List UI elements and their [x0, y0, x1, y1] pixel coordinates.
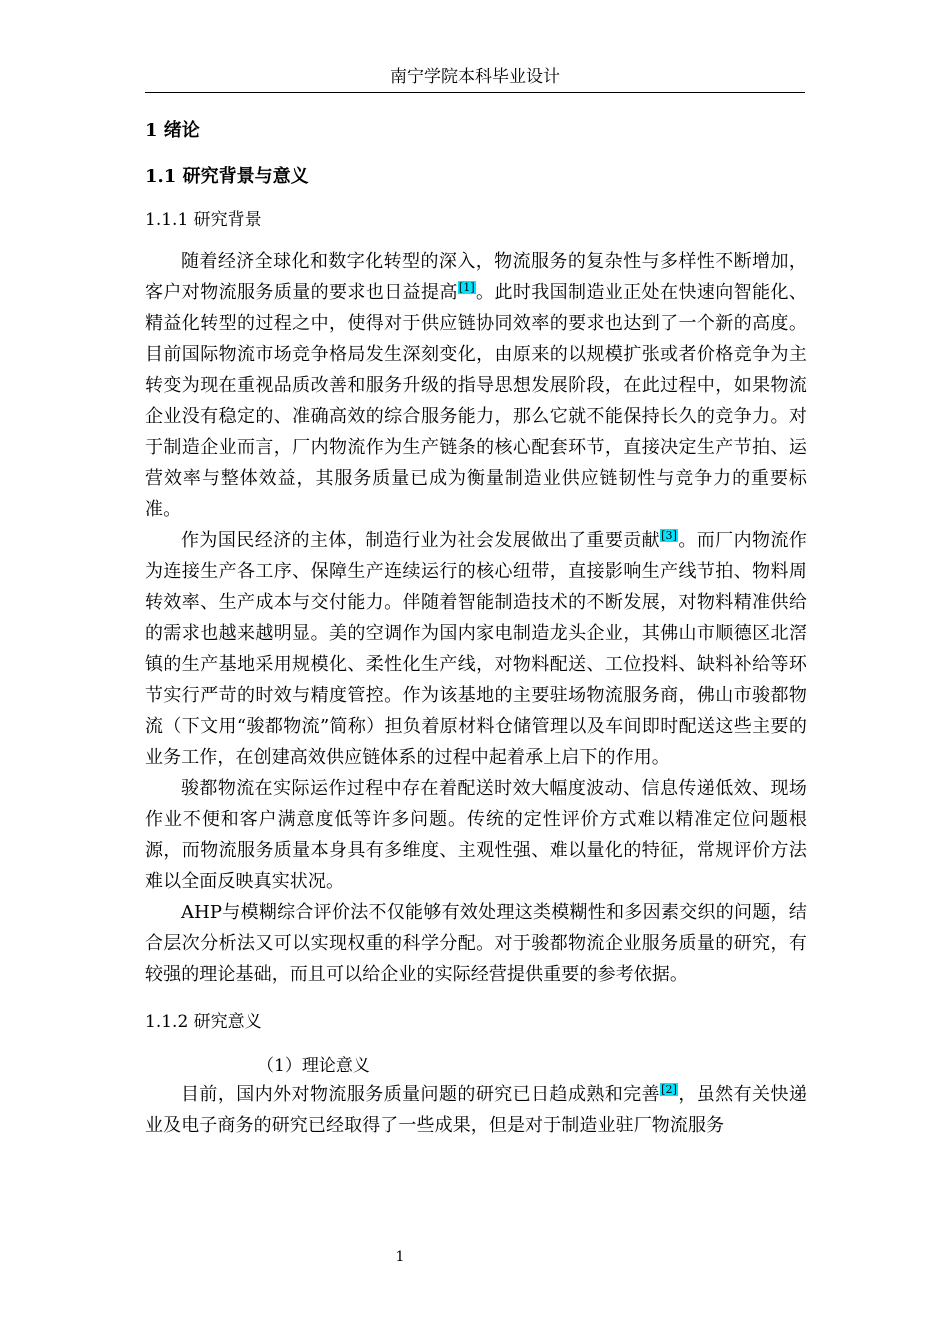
- paragraph-background-2: [145, 525, 807, 773]
- page-header: [145, 62, 805, 93]
- sub-item-label: （1）理论意义: [257, 1056, 370, 1076]
- section-heading: 1.1 研究背景与意义: [145, 166, 309, 187]
- page-number: 1: [395, 1249, 405, 1265]
- paragraph-text: 作为国民经济的主体，制造行业为社会发展做出了重要贡献: [181, 530, 661, 551]
- paragraph-text: 目前，国内外对物流服务质量问题的研究已日趋成熟和完善: [181, 1084, 661, 1105]
- document-body: [145, 100, 807, 1141]
- paragraph-text: 随着经济全球化和数字化转型的深入，物流服务的复杂性与多样性不断增加，客户对物流服务质量的要求也日益提高: [145, 251, 807, 303]
- paragraph-background-4: AHP与模糊综合评价法不仅能够有效处理这类模糊性和多因素交织的问题，结合层次分析法又可以实现权重的科学分配。对于骏都物流企业服务质量的研究，有较强的理论基础，而且可以给企业的实际经营提供重要的参考依据。: [145, 902, 807, 985]
- subsection-heading-significance: 1.1.2 研究意义: [145, 1012, 262, 1032]
- citation-link[interactable]: [3]: [661, 529, 677, 542]
- paragraph-text: ，虽然有关快递业及电子商务的研究已经取得了一些成果，但是对于制造业驻厂物流服务: [145, 1084, 807, 1136]
- citation-link[interactable]: [2]: [661, 1083, 677, 1096]
- paragraph-text: 。而厂内物流作为连接生产各工序、保障生产连续运行的核心纽带，直接影响生产线节拍、物料周转效率、生产成本与交付能力。伴随着智能制造技术的不断发展，对物料精准供给的需求也越来越明显。美的空调作为国内家电制造龙头企业，其佛山市顺德区北滘镇的生产基地采用规模化、柔性化生产线，对物料配送、工位投料、缺料补给等环节实行严苛的时效与精度管控。作为该基地的主要驻场物流服务商，佛山市骏都物流（下文用“骏都物流”简称）担负着原材料仓储管理以及车间即时配送这些主要的业务工作，在创建高效供应链体系的过程中起着承上启下的作用。: [145, 530, 807, 768]
- citation-link[interactable]: [1]: [458, 281, 475, 294]
- paragraph-text: 。此时我国制造业正处在快速向智能化、精益化转型的过程之中，使得对于供应链协同效率的要求也达到了一个新的高度。目前国际物流市场竞争格局发生深刻变化，由原来的以规模扩张或者价格竞争为主转变为现在重视品质改善和服务升级的指导思想发展阶段，在此过程中，如果物流企业没有稳定的、准确高效的综合服务能力，那么它就不能保持长久的竞争力。对于制造企业而言，厂内物流作为生产链条的核心配套环节，直接决定生产节拍、运营效率与整体效益，其服务质量已成为衡量制造业供应链韧性与竞争力的重要标准。: [145, 282, 807, 520]
- paragraph-significance-1: [145, 1079, 807, 1141]
- paragraph-background-3: 骏都物流在实际运作过程中存在着配送时效大幅度波动、信息传递低效、现场作业不便和客户满意度低等许多问题。传统的定性评价方式难以精准定位问题根源，而物流服务质量本身具有多维度、主观性强、难以量化的特征，常规评价方法难以全面反映真实状况。: [145, 778, 807, 892]
- subsection-heading-background: 1.1.1 研究背景: [145, 210, 262, 230]
- paragraph-background-1: [145, 246, 807, 525]
- chapter-heading: 1 绪论: [145, 120, 200, 141]
- header-title: 南宁学院本科毕业设计: [390, 67, 560, 87]
